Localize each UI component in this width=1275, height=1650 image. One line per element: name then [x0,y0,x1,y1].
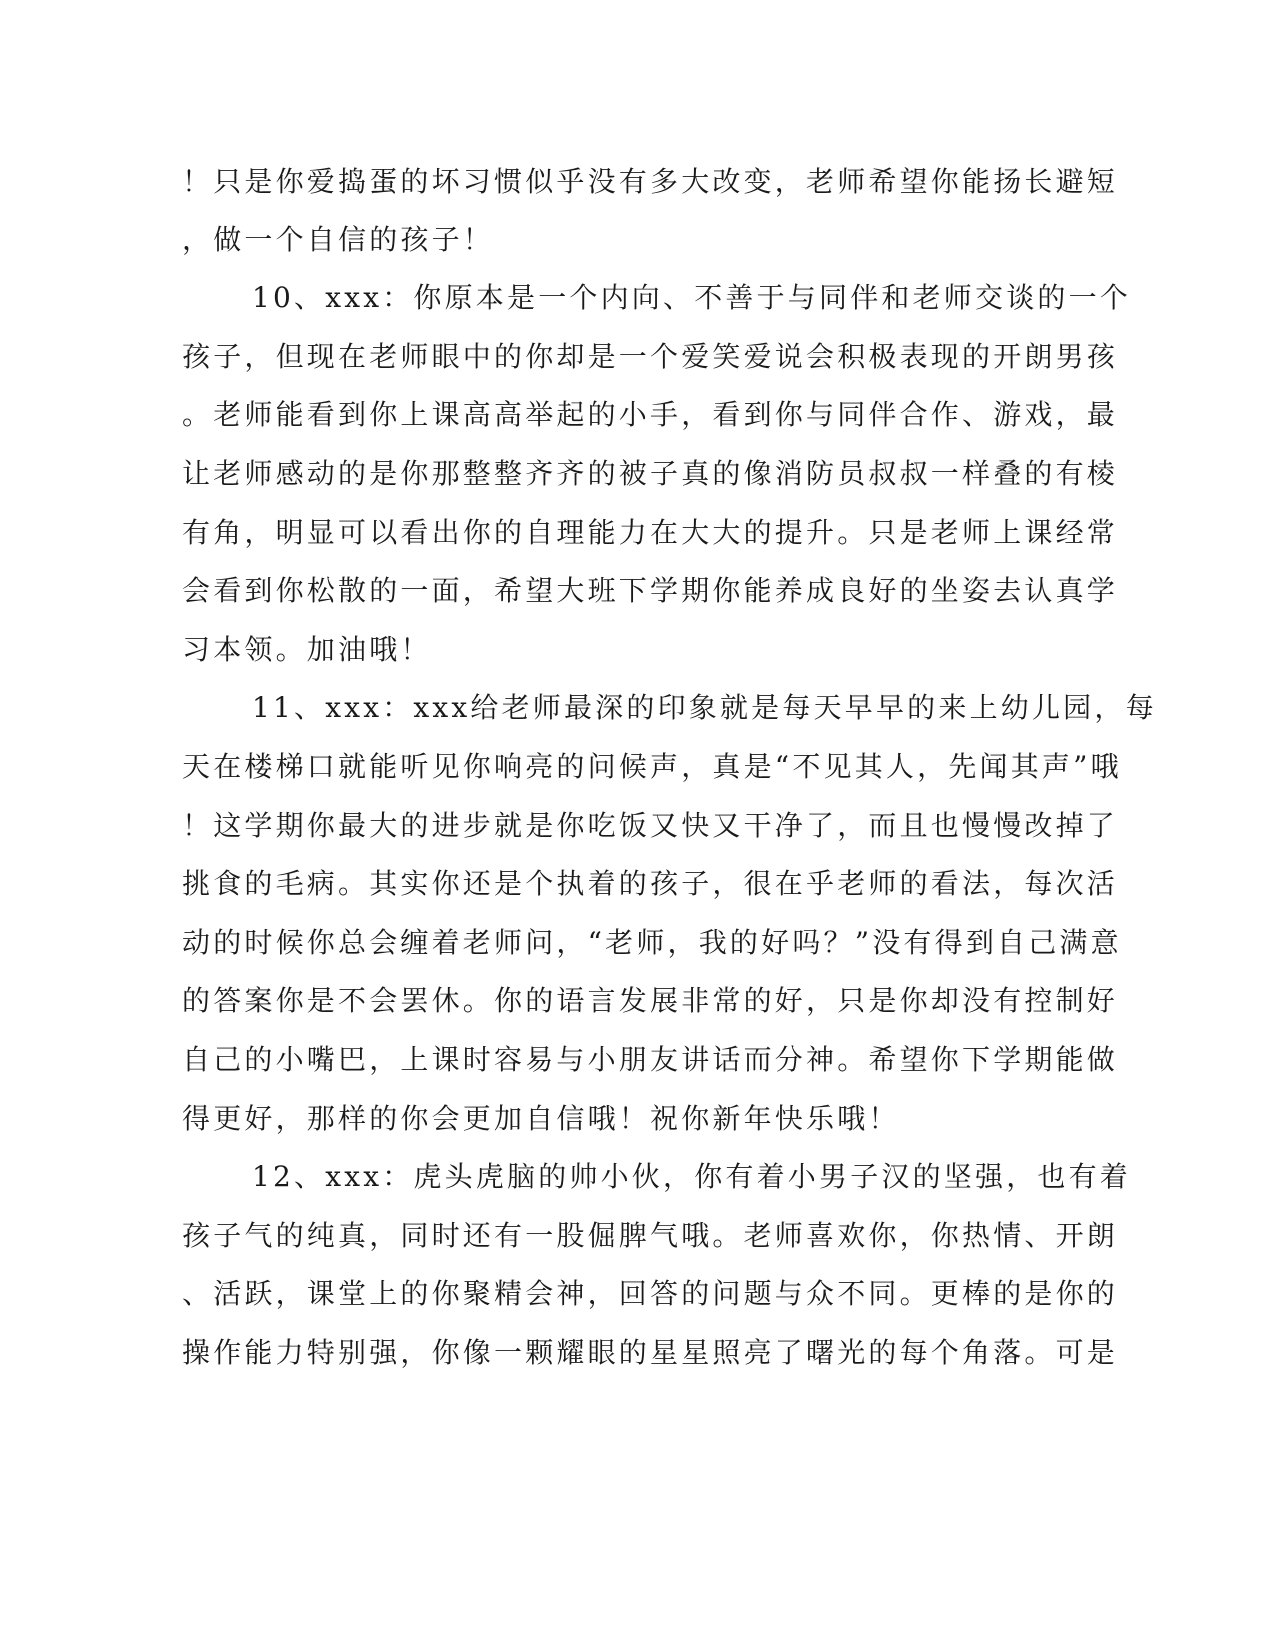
text-line: 让老师感动的是你那整整齐齐的被子真的像消防员叔叔一样叠的有棱 [182,457,1119,490]
text-line: 孩子，但现在老师眼中的你却是一个爱笑爱说会积极表现的开朗男孩 [182,340,1119,373]
text-line: 的答案你是不会罢休。你的语言发展非常的好，只是你却没有控制好 [182,984,1119,1017]
text-line: 孩子气的纯真，同时还有一股倔脾气哦。老师喜欢你，你热情、开朗 [182,1219,1119,1252]
text-line: ！只是你爱捣蛋的坏习惯似乎没有多大改变，老师希望你能扬长避短 [182,165,1119,198]
text-line: 挑食的毛病。其实你还是个执着的孩子，很在乎老师的看法，每次活 [182,867,1119,900]
text-line: 有角，明显可以看出你的自理能力在大大的提升。只是老师上课经常 [182,516,1119,549]
text-line: ，做一个自信的孩子！ [182,223,495,256]
text-line: 得更好，那样的你会更加自信哦！祝你新年快乐哦！ [182,1102,900,1135]
text-line: ！这学期你最大的进步就是你吃饭又快又干净了，而且也慢慢改掉了 [182,809,1119,842]
text-line: 自己的小嘴巴，上课时容易与小朋友讲话而分神。希望你下学期能做 [182,1043,1119,1076]
text-line: 天在楼梯口就能听见你响亮的问候声，真是“不见其人，先闻其声”哦 [182,750,1122,783]
text-line: 、活跃，课堂上的你聚精会神，回答的问题与众不同。更棒的是你的 [182,1277,1119,1310]
paragraph-start-10: 10、xxx：你原本是一个内向、不善于与同伴和老师交谈的一个 [252,281,1132,314]
text-line: 。老师能看到你上课高高举起的小手，看到你与同伴合作、游戏，最 [182,398,1119,431]
text-line: 操作能力特别强，你像一颗耀眼的星星照亮了曙光的每个角落。可是 [182,1336,1119,1369]
paragraph-start-12: 12、xxx：虎头虎脑的帅小伙，你有着小男子汉的坚强，也有着 [252,1160,1132,1193]
paragraph-start-11: 11、xxx：xxx给老师最深的印象就是每天早早的来上幼儿园，每 [252,691,1157,724]
text-line: 会看到你松散的一面，希望大班下学期你能养成良好的坐姿去认真学 [182,574,1119,607]
text-line: 动的时候你总会缠着老师问，“老师，我的好吗？”没有得到自己满意 [182,926,1122,959]
text-line: 习本领。加油哦！ [182,633,432,666]
